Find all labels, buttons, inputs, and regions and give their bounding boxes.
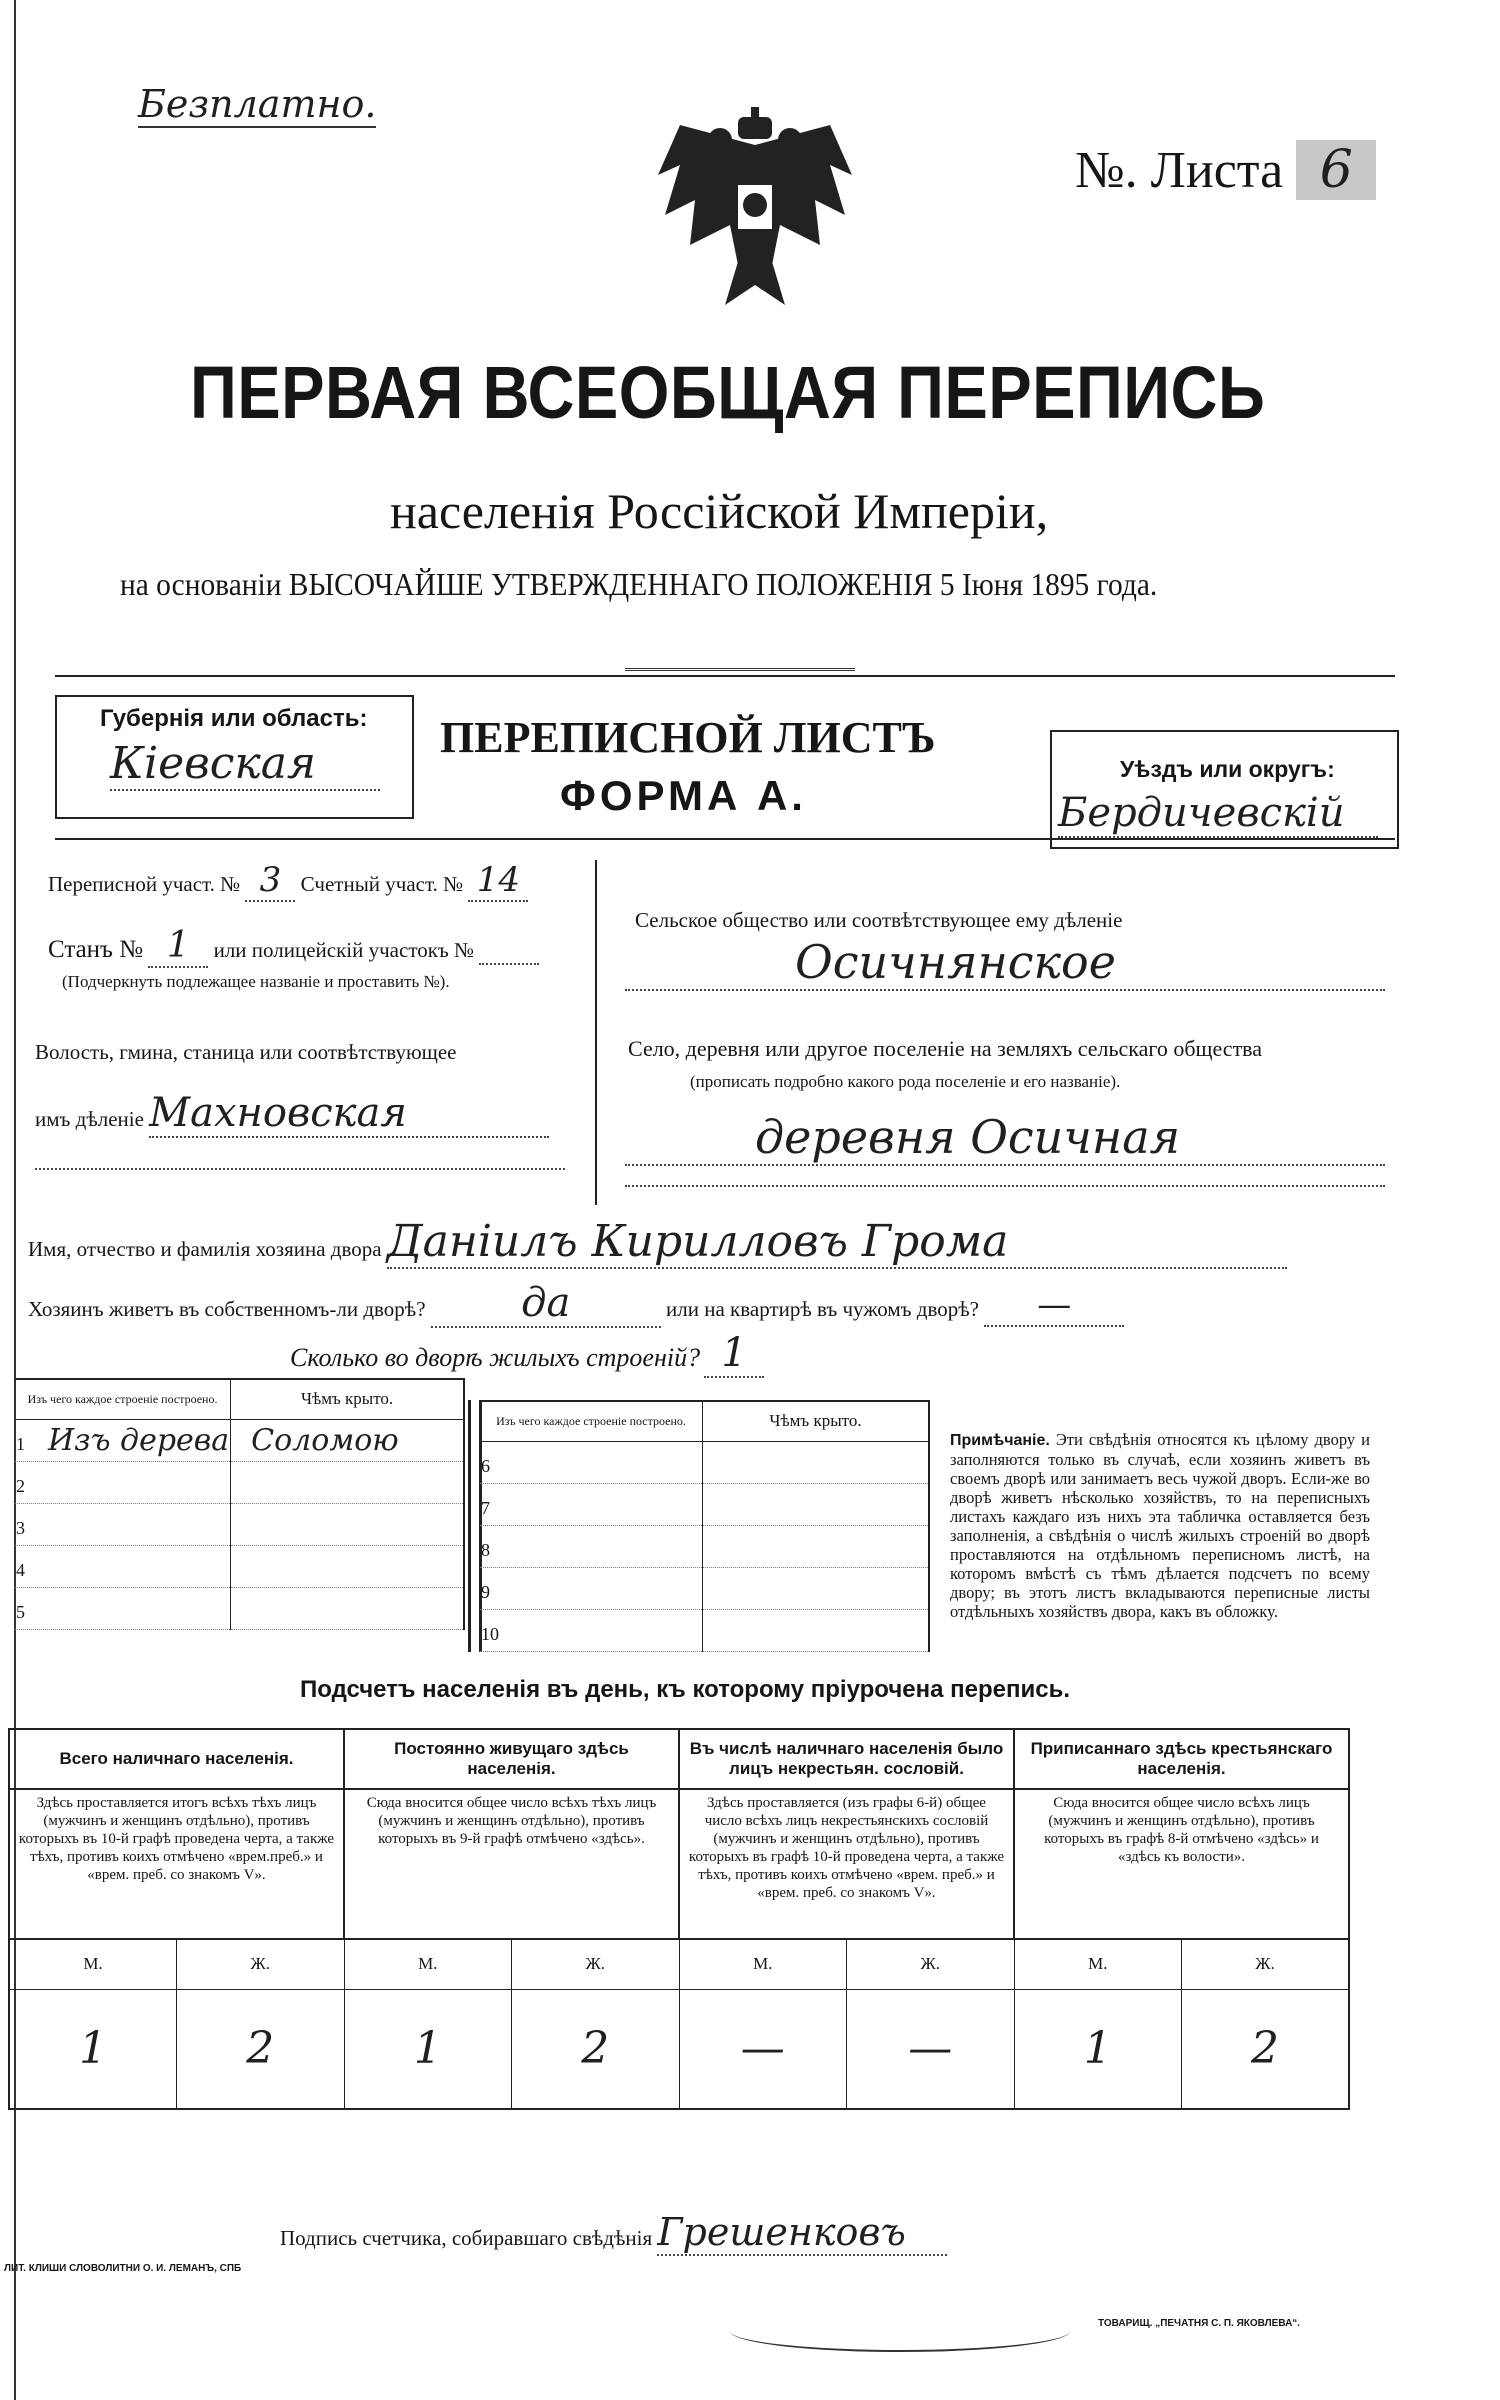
society-value: Осичнянское (625, 935, 1385, 991)
building-roof (703, 1609, 930, 1651)
population-count-table (8, 1728, 1350, 2110)
volost-value: Махновская (149, 1090, 549, 1138)
society-label: Сельское общество или соотвѣтствующее ему дѣленіе (635, 908, 1123, 932)
male-count: 1 (9, 1989, 177, 2109)
own-yard-label: Хозяинъ живетъ въ собственномъ-ли дворѣ? (28, 1297, 426, 1321)
building-row (15, 1503, 464, 1545)
village-value: деревня Осичная (625, 1110, 1385, 1166)
building-number: 10 (481, 1623, 499, 1644)
female-header: Ж. (847, 1939, 1015, 1989)
subtitle: населенія Россійской Имперіи, (390, 483, 1049, 539)
male-count: 1 (344, 1989, 512, 2109)
building-row (15, 1419, 464, 1461)
district-value: Бердичевскій (1058, 790, 1378, 838)
buildings-table-right (480, 1400, 930, 1652)
female-count: 2 (177, 1989, 345, 2109)
count-column-header: Постоянно живущаго здѣсь населенія. (344, 1729, 679, 1789)
building-row (480, 1525, 929, 1567)
male-header: М. (9, 1939, 177, 1989)
building-roof (703, 1483, 930, 1525)
signature-label: Подпись счетчика, собиравшаго свѣдѣнія (280, 2226, 653, 2250)
building-row (480, 1483, 929, 1525)
rent-label: или на квартирѣ въ чужомъ дворѣ? (666, 1297, 979, 1321)
printer-right: ТОВАРИЩ. „ПЕЧАТНЯ С. П. ЯКОВЛЕВА“. (1098, 2318, 1301, 2329)
buildings-table-left (15, 1378, 465, 1630)
stan-label: Станъ № (48, 936, 144, 963)
building-number: 1 (16, 1433, 25, 1454)
building-number: 3 (16, 1517, 25, 1538)
page-title: ПЕРВАЯ ВСЕОБЩАЯ ПЕРЕПИСЬ (190, 351, 1266, 434)
signature-flourish (730, 2310, 1070, 2352)
village-label: Село, деревня или другое поселеніе на земляхъ сельскаго общества (628, 1036, 1263, 1061)
building-roof (703, 1525, 930, 1567)
count-column-header: Въ числѣ наличнаго населенія было лицъ некрестьян. сословій. (679, 1729, 1014, 1789)
governorate-value: Кіевская (110, 738, 380, 791)
female-count: — (847, 1989, 1015, 2109)
male-count: 1 (1014, 1989, 1182, 2109)
building-row (15, 1461, 464, 1503)
count-column-description: Сюда вносится общее число всѣхъ лицъ (мужчинъ и женщинъ отдѣльно), противъ которыхъ въ графѣ 8-й отмѣчено «здѣсь» и «здѣсь къ волости». (1014, 1789, 1349, 1939)
census-precinct-label: Переписной участ. № (48, 872, 241, 896)
building-number: 8 (481, 1539, 490, 1560)
volost-label-2: имъ дѣленіе (35, 1107, 144, 1131)
volost-extra-line (35, 1168, 565, 1170)
count-column-description: Здѣсь проставляется (изъ графы 6-й) общее число всѣхъ лицъ некрестьянскихъ сословій (мужчинъ и женщинъ отдѣльно), противъ которыхъ въ графѣ 10-й проведена черта, а также тѣхъ, противъ коихъ отмѣчено «врем. преб.» и «врем. преб. со знакомъ V». (679, 1789, 1014, 1939)
roof-header: Чѣмъ крыто. (231, 1379, 464, 1419)
police-precinct-label: или полицейскій участокъ № (213, 938, 475, 962)
ornament-divider (625, 668, 855, 671)
building-roof (231, 1461, 464, 1503)
note-text: Эти свѣдѣнія относятся къ цѣлому двору и заполняются только въ случаѣ, если хозяинъ живетъ въ своемъ дворѣ или занимаетъ весь чужой дворъ. Если-же во дворѣ живетъ нѣсколько хозяйствъ, то на переписныхъ листахъ каждаго изъ нихъ эта табличка оставляется безъ заполненія, а свѣдѣнія о числѣ жилыхъ строеній во дворѣ проставляются на отдѣльномъ переписномъ листѣ, на которомъ вмѣстѣ съ тѣмъ дѣлается подсчетъ по всему двору; въ этотъ листъ вкладываются переписные листы отдѣльныхъ хозяйствъ двора, какъ въ обложку. (950, 1430, 1370, 1621)
building-roof (231, 1503, 464, 1545)
sheet-number-value: 6 (1296, 140, 1376, 200)
building-row (15, 1587, 464, 1629)
rent-value: — (984, 1285, 1124, 1327)
male-header: М. (1014, 1939, 1182, 1989)
building-material: Изъ дерева (48, 1422, 230, 1458)
building-number: 4 (16, 1559, 25, 1580)
note-block (950, 1430, 1370, 1621)
district-label: Уѣздъ или округъ: (1120, 756, 1335, 782)
own-yard-row (28, 1280, 1124, 1328)
census-precinct-value: 3 (245, 860, 295, 902)
note-title: Примѣчаніе. (950, 1432, 1050, 1449)
building-roof (231, 1587, 464, 1629)
coat-of-arms-emblem (650, 105, 860, 315)
village-note: (прописать подробно какого рода поселеніе и его названіе). (690, 1072, 1121, 1091)
volost-row (35, 1090, 549, 1138)
roof-header-right: Чѣмъ крыто. (703, 1401, 930, 1441)
underline-note: (Подчеркнуть подлежащее названіе и проставить №). (62, 972, 450, 991)
signature-row (280, 2210, 947, 2256)
buildings-value: 1 (704, 1330, 764, 1378)
count-title: Подсчетъ населенія въ день, къ которому пріурочена перепись. (300, 1676, 1070, 1703)
sheet-number (1075, 140, 1376, 200)
count-column-description: Здѣсь проставляется итогъ всѣхъ тѣхъ лицъ (мужчинъ и женщинъ отдѣльно), противъ которыхъ въ 10-й графѣ проведена черта, а также тѣхъ, противъ коихъ отмѣчено «врем.преб.» и «врем. преб. со знакомъ V». (9, 1789, 344, 1939)
female-header: Ж. (512, 1939, 680, 1989)
building-number: 5 (16, 1601, 25, 1622)
building-roof (231, 1545, 464, 1587)
male-header: М. (679, 1939, 847, 1989)
police-precinct-value (479, 938, 539, 965)
owner-row (28, 1216, 1287, 1269)
count-column-description: Сюда вносится общее число всѣхъ тѣхъ лицъ (мужчинъ и женщинъ отдѣльно), противъ которыхъ въ 9-й графѣ отмѣчено «здѣсь». (344, 1789, 679, 1939)
buildings-row (290, 1330, 764, 1378)
own-yard-value: да (431, 1280, 661, 1328)
column-divider (595, 860, 597, 1205)
female-header: Ж. (1182, 1939, 1350, 1989)
building-row (480, 1567, 929, 1609)
counting-precinct-value: 14 (468, 860, 528, 902)
count-column-header: Всего наличнаго населенія. (9, 1729, 344, 1789)
governorate-label: Губернія или область: (100, 705, 368, 732)
female-count: 2 (1182, 1989, 1350, 2109)
building-number: 7 (481, 1497, 490, 1518)
owner-label: Имя, отчество и фамилія хозяина двора (28, 1237, 382, 1261)
stan-row (48, 925, 539, 968)
building-number: 6 (481, 1455, 490, 1476)
signature-value: Грешенковъ (657, 2210, 947, 2256)
building-number: 2 (16, 1475, 25, 1496)
stan-value: 1 (148, 925, 208, 968)
female-count: 2 (512, 1989, 680, 2109)
female-header: Ж. (177, 1939, 345, 1989)
basis-line: на основаніи ВЫСОЧАЙШЕ УТВЕРЖДЕННАГО ПОЛОЖЕНІЯ 5 Іюня 1895 года. (120, 566, 1158, 602)
volost-label-1: Волость, гмина, станица или соотвѣтствующее (35, 1040, 457, 1064)
sheet-title: ПЕРЕПИСНОЙ ЛИСТЪ (440, 713, 936, 762)
census-precinct-row (48, 860, 528, 902)
owner-value: Даніилъ Кирилловъ Грома (387, 1216, 1287, 1269)
form-label: ФОРМА А. (560, 772, 807, 819)
material-header: Изъ чего каждое строеніе построено. (15, 1379, 231, 1419)
male-count: — (679, 1989, 847, 2109)
printer-left: ЛИТ. КЛИШИ СЛОВОЛИТНИ О. И. ЛЕМАНЪ, СПБ (4, 2263, 242, 2274)
top-rule (55, 675, 1395, 677)
counting-precinct-label: Счетный участ. № (300, 872, 464, 896)
building-roof (703, 1567, 930, 1609)
village-extra-line (625, 1185, 1385, 1187)
mid-rule (55, 838, 1395, 840)
building-roof: Соломою (231, 1419, 464, 1461)
count-column-header: Приписаннаго здѣсь крестьянскаго населенія. (1014, 1729, 1349, 1789)
building-row (480, 1609, 929, 1651)
building-row (15, 1545, 464, 1587)
male-header: М. (344, 1939, 512, 1989)
building-row (480, 1441, 929, 1483)
building-number: 9 (481, 1581, 490, 1602)
sheet-number-label: №. Листа (1075, 142, 1284, 199)
free-label: Безплатно. (138, 82, 377, 126)
material-header-right: Изъ чего каждое строеніе построено. (480, 1401, 703, 1441)
buildings-label: Сколько во дворѣ жилыхъ строеній? (290, 1343, 701, 1372)
building-roof (703, 1441, 930, 1483)
